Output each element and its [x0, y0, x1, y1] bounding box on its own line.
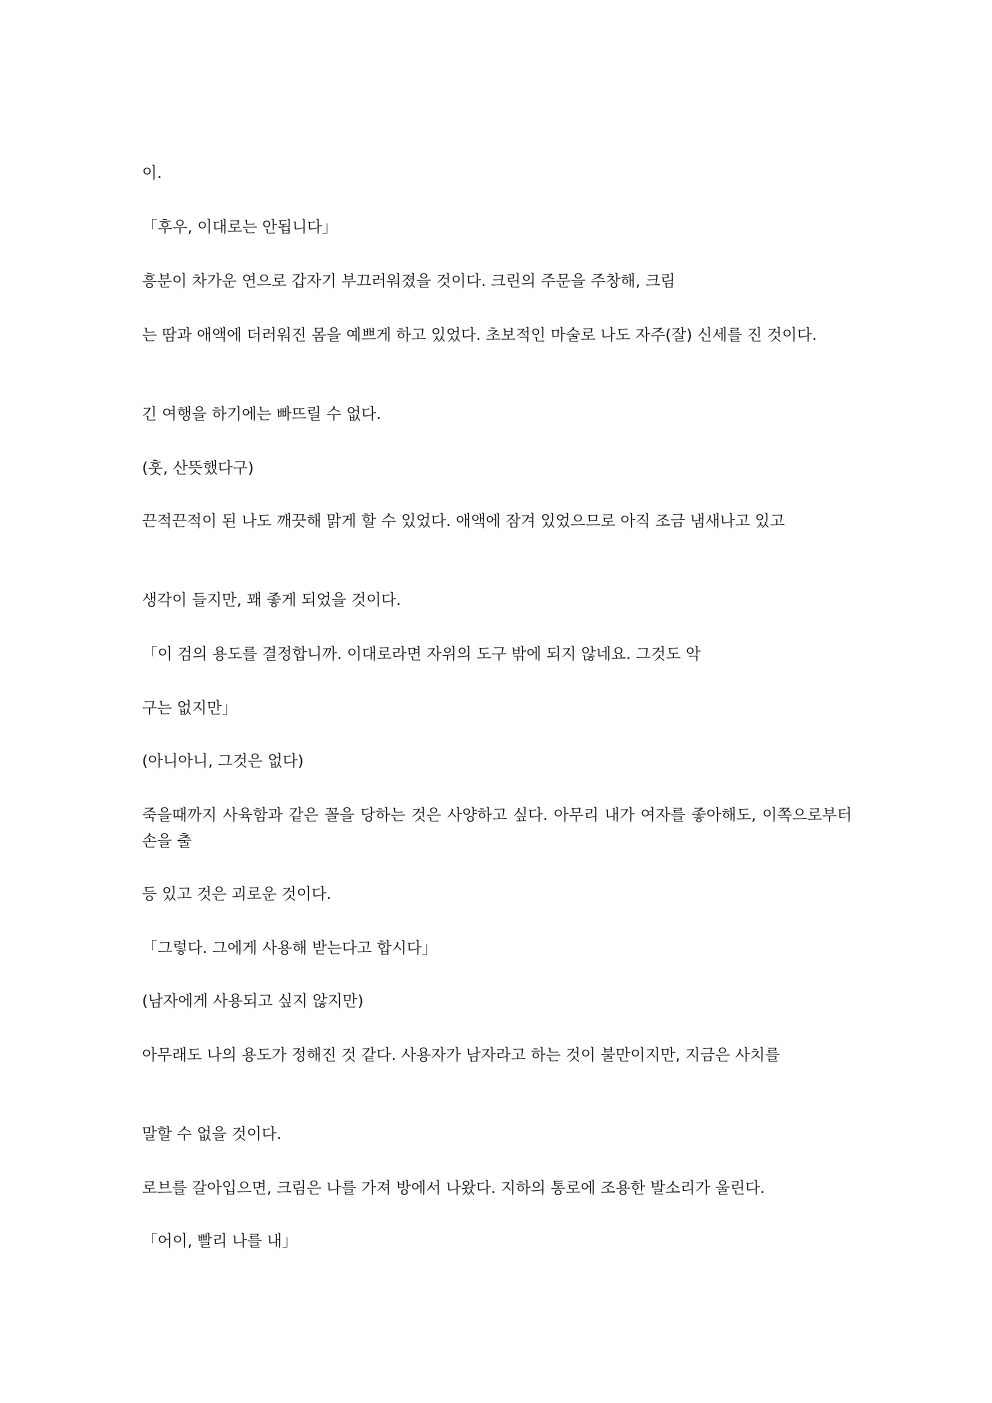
paragraph: 「후우, 이대로는 안됩니다」 [142, 218, 338, 236]
paragraph: 이. [142, 164, 162, 182]
paragraph: (아니아니, 그것은 없다) [142, 752, 304, 770]
paragraph: 흥분이 차가운 연으로 갑자기 부끄러워졌을 것이다. 크린의 주문을 주창해, 크림 [142, 272, 676, 290]
paragraph: 말할 수 없을 것이다. [142, 1125, 282, 1143]
paragraph: 생각이 들지만, 꽤 좋게 되었을 것이다. [142, 591, 402, 609]
paragraph: 아무래도 나의 용도가 정해진 것 같다. 사용자가 남자라고 하는 것이 불만이지만, 지금은 사치를 [142, 1046, 780, 1064]
paragraph: (남자에게 사용되고 싶지 않지만) [142, 992, 364, 1010]
paragraph: 끈적끈적이 된 나도 깨끗해 맑게 할 수 있었다. 애액에 잠겨 있었으므로 아직 조금 냄새나고 있고 [142, 512, 785, 530]
paragraph: (훗, 산뜻했다구) [142, 459, 254, 477]
paragraph: 구는 없지만」 [142, 699, 238, 717]
paragraph: 「어이, 빨리 나를 내」 [142, 1232, 298, 1250]
paragraph: 등 있고 것은 괴로운 것이다. [142, 885, 332, 903]
paragraph: 는 땀과 애액에 더러워진 몸을 예쁘게 하고 있었다. 초보적인 마술로 나도 자주(잘) 신세를 진 것이다. [142, 326, 817, 344]
paragraph: 긴 여행을 하기에는 빠뜨릴 수 없다. [142, 405, 382, 423]
paragraph: 로브를 갈아입으면, 크림은 나를 가져 방에서 나왔다. 지하의 통로에 조용한 발소리가 울린다. [142, 1179, 765, 1197]
paragraph: 「그렇다. 그에게 사용해 받는다고 합시다」 [142, 939, 438, 957]
paragraph: 「이 검의 용도를 결정합니까. 이대로라면 자위의 도구 밖에 되지 않네요. 그것도 악 [142, 645, 701, 663]
paragraph: 죽을때까지 사육함과 같은 꼴을 당하는 것은 사양하고 싶다. 아무리 내가 여자를 좋아해도, 이쪽으로부터 손을 출 [142, 806, 852, 850]
